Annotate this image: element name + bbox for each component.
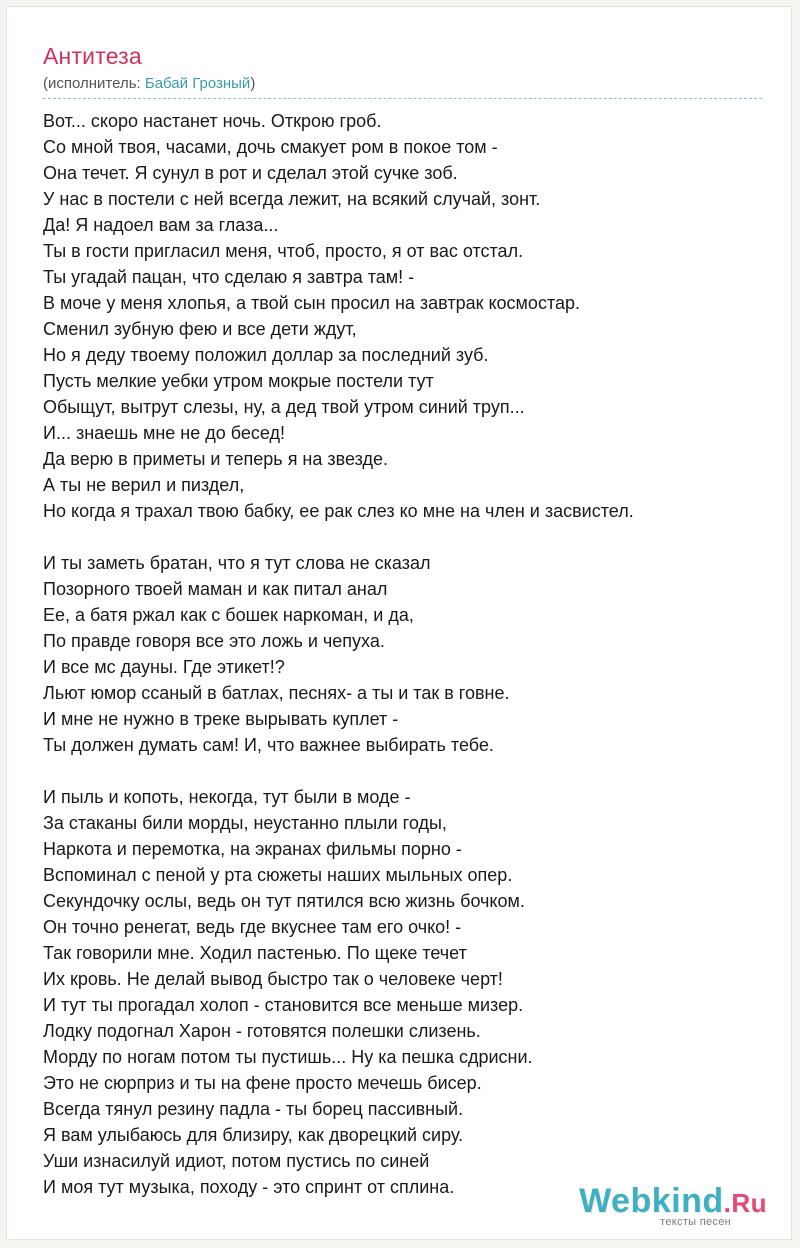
lyric-line: Пусть мелкие уебки утром мокрые постели тут: [43, 371, 434, 391]
lyric-line: И все мс дауны. Где этикет!?: [43, 657, 285, 677]
artist-prefix: (исполнитель:: [43, 75, 145, 92]
lyric-line: Всегда тянул резину падла - ты борец пассивный.: [43, 1099, 464, 1119]
lyric-line: И моя тут музыка, походу - это спринт от сплина.: [43, 1177, 455, 1197]
song-title: Антитеза: [43, 43, 142, 69]
lyric-line: В моче у меня хлопья, а твой сын просил на завтрак космостар.: [43, 293, 581, 313]
lyric-line: Обыщут, вытрут слезы, ну, а дед твой утром синий труп...: [43, 397, 525, 417]
lyric-line: Со мной твоя, часами, дочь смакует ром в покое том -: [43, 137, 498, 157]
lyric-line: Ты угадай пацан, что сделаю я завтра там! -: [43, 267, 415, 287]
lyric-line: Ее, а батя ржал как с бошек наркоман, и да,: [43, 605, 414, 625]
site-logo[interactable]: [579, 1184, 767, 1228]
lyric-line: И пыль и копоть, некогда, тут были в моде -: [43, 787, 411, 807]
lyric-line: И ты заметь братан, что я тут слова не сказал: [43, 553, 431, 573]
lyric-line: Лодку подогнал Харон - готовятся полешки слизень.: [43, 1021, 481, 1041]
lyric-line: Секундочку ослы, ведь он тут пятился всю жизнь бочком.: [43, 891, 525, 911]
lyric-line: У нас в постели с ней всегда лежит, на всякий случай, зонт.: [43, 189, 541, 209]
lyric-line: И... знаешь мне не до бесед!: [43, 423, 286, 443]
lyric-line: Льют юмор ссаный в батлах, песнях- а ты и так в говне.: [43, 683, 510, 703]
page-container: [6, 6, 792, 1240]
lyric-line: Вспоминал с пеной у рта сюжеты наших мыльных опер.: [43, 865, 513, 885]
lyric-line: Сменил зубную фею и все дети ждут,: [43, 319, 357, 339]
lyric-line: Уши изнасилуй идиот, потом пустись по синей: [43, 1151, 430, 1171]
logo-main-text: Webkind: [579, 1182, 724, 1220]
lyric-line: Это не сюрприз и ты на фене просто мечешь бисер.: [43, 1073, 482, 1093]
lyric-line: Но когда я трахал твою бабку, ее рак слез ко мне на член и засвистел.: [43, 501, 634, 521]
lyric-line: Она течет. Я сунул в рот и сделал этой сучке зоб.: [43, 163, 458, 183]
artist-line: [43, 76, 255, 91]
lyric-line: Так говорили мне. Ходил пастенью. По щеке течет: [43, 943, 467, 963]
lyric-line: Позорного твоей маман и как питал анал: [43, 579, 388, 599]
lyric-line: И тут ты прогадал холоп - становится все меньше мизер.: [43, 995, 524, 1015]
lyrics-stanza: [43, 784, 783, 1200]
lyrics-body: [43, 108, 783, 1226]
lyric-line: За стаканы били морды, неустанно плыли годы,: [43, 813, 447, 833]
artist-suffix: ): [250, 75, 256, 92]
lyric-line: Да! Я надоел вам за глаза...: [43, 215, 279, 235]
lyric-line: Ты в гости пригласил меня, чтоб, просто, я от вас отстал.: [43, 241, 524, 261]
lyric-line: Вот... скоро настанет ночь. Открою гроб.: [43, 111, 382, 131]
logo-tld: .Ru: [723, 1188, 767, 1218]
lyric-line: А ты не верил и пиздел,: [43, 475, 245, 495]
logo-tagline: тексты песен: [660, 1216, 731, 1228]
dashed-divider: [43, 98, 762, 99]
lyric-line: Он точно ренегат, ведь где вкуснее там его очко! -: [43, 917, 462, 937]
lyric-line: Морду по ногам потом ты пустишь... Ну ка пешка сдрисни.: [43, 1047, 533, 1067]
lyric-line: Их кровь. Не делай вывод быстро так о человеке черт!: [43, 969, 503, 989]
artist-link[interactable]: Бабай Грозный: [144, 75, 251, 92]
lyrics-stanza: [43, 108, 783, 524]
logo-wordmark: [579, 1184, 767, 1220]
lyric-line: Но я деду твоему положил доллар за последний зуб.: [43, 345, 489, 365]
lyric-line: Да верю в приметы и теперь я на звезде.: [43, 449, 388, 469]
lyric-line: И мне не нужно в треке вырывать куплет -: [43, 709, 399, 729]
lyric-line: Я вам улыбаюсь для близиру, как дворецкий сиру.: [43, 1125, 464, 1145]
lyric-line: Наркота и перемотка, на экранах фильмы порно -: [43, 839, 462, 859]
lyrics-stanza: [43, 550, 783, 758]
lyric-line: Ты должен думать сам! И, что важнее выбирать тебе.: [43, 735, 494, 755]
lyric-line: По правде говоря все это ложь и чепуха.: [43, 631, 385, 651]
